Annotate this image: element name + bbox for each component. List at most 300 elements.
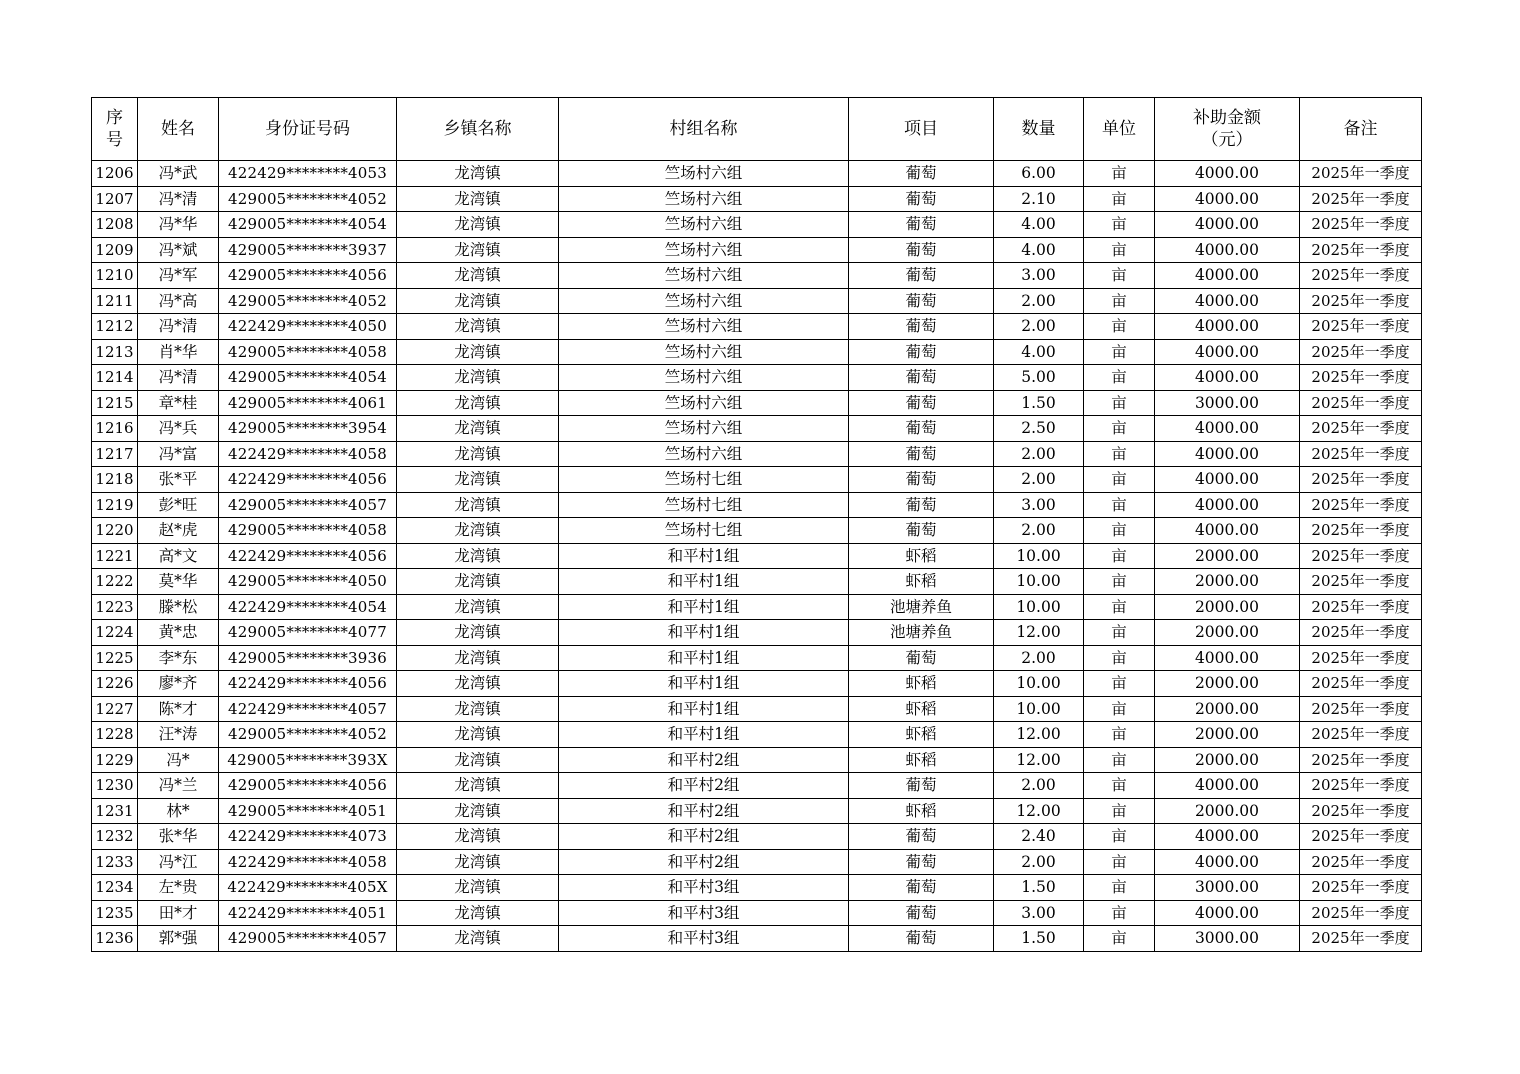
cell-seq: 1211	[92, 288, 138, 314]
cell-id-number: 422429********4054	[219, 594, 397, 620]
cell-unit: 亩	[1084, 900, 1155, 926]
cell-project: 葡萄	[849, 161, 994, 187]
cell-name: 李*东	[138, 645, 219, 671]
cell-amount: 4000.00	[1155, 416, 1300, 442]
cell-village-group: 竺场村六组	[559, 416, 849, 442]
cell-village-group: 竺场村六组	[559, 186, 849, 212]
cell-name: 张*平	[138, 467, 219, 493]
cell-amount: 3000.00	[1155, 390, 1300, 416]
cell-remark: 2025年一季度	[1300, 798, 1422, 824]
cell-remark: 2025年一季度	[1300, 900, 1422, 926]
cell-quantity: 10.00	[994, 569, 1084, 595]
cell-seq: 1208	[92, 212, 138, 238]
cell-name: 高*文	[138, 543, 219, 569]
cell-quantity: 2.00	[994, 467, 1084, 493]
cell-quantity: 12.00	[994, 722, 1084, 748]
table-row	[92, 416, 1422, 442]
cell-id-number: 422429********4058	[219, 441, 397, 467]
cell-project: 葡萄	[849, 365, 994, 391]
table-row	[92, 747, 1422, 773]
cell-remark: 2025年一季度	[1300, 212, 1422, 238]
cell-id-number: 429005********4061	[219, 390, 397, 416]
table-row	[92, 161, 1422, 187]
table-row	[92, 365, 1422, 391]
cell-id-number: 429005********4057	[219, 492, 397, 518]
cell-unit: 亩	[1084, 773, 1155, 799]
cell-village-group: 和平村3组	[559, 875, 849, 901]
table-row	[92, 875, 1422, 901]
cell-village-group: 竺场村六组	[559, 339, 849, 365]
cell-amount: 2000.00	[1155, 569, 1300, 595]
cell-remark: 2025年一季度	[1300, 875, 1422, 901]
table-row	[92, 620, 1422, 646]
cell-id-number: 422429********4051	[219, 900, 397, 926]
header-remark: 备注	[1300, 98, 1422, 161]
cell-village-group: 竺场村六组	[559, 365, 849, 391]
table-row	[92, 594, 1422, 620]
cell-village-group: 和平村3组	[559, 926, 849, 952]
cell-name: 冯*	[138, 747, 219, 773]
cell-unit: 亩	[1084, 671, 1155, 697]
cell-quantity: 3.00	[994, 900, 1084, 926]
cell-name: 冯*清	[138, 186, 219, 212]
cell-project: 葡萄	[849, 645, 994, 671]
table-body	[92, 161, 1422, 952]
cell-project: 葡萄	[849, 518, 994, 544]
cell-quantity: 10.00	[994, 696, 1084, 722]
table-row	[92, 288, 1422, 314]
cell-town: 龙湾镇	[397, 900, 559, 926]
cell-amount: 4000.00	[1155, 288, 1300, 314]
cell-town: 龙湾镇	[397, 747, 559, 773]
cell-unit: 亩	[1084, 594, 1155, 620]
cell-quantity: 6.00	[994, 161, 1084, 187]
cell-seq: 1216	[92, 416, 138, 442]
subsidy-table-sheet	[91, 97, 1421, 952]
table-row	[92, 543, 1422, 569]
header-town: 乡镇名称	[397, 98, 559, 161]
cell-unit: 亩	[1084, 467, 1155, 493]
cell-unit: 亩	[1084, 824, 1155, 850]
cell-quantity: 2.00	[994, 518, 1084, 544]
cell-project: 葡萄	[849, 824, 994, 850]
cell-amount: 2000.00	[1155, 594, 1300, 620]
cell-seq: 1224	[92, 620, 138, 646]
cell-amount: 4000.00	[1155, 365, 1300, 391]
cell-town: 龙湾镇	[397, 645, 559, 671]
cell-town: 龙湾镇	[397, 926, 559, 952]
table-row	[92, 671, 1422, 697]
cell-id-number: 422429********4073	[219, 824, 397, 850]
cell-amount: 2000.00	[1155, 671, 1300, 697]
cell-name: 冯*江	[138, 849, 219, 875]
cell-seq: 1212	[92, 314, 138, 340]
cell-remark: 2025年一季度	[1300, 518, 1422, 544]
cell-remark: 2025年一季度	[1300, 263, 1422, 289]
table-row	[92, 441, 1422, 467]
cell-name: 冯*富	[138, 441, 219, 467]
cell-seq: 1206	[92, 161, 138, 187]
cell-quantity: 2.40	[994, 824, 1084, 850]
cell-project: 葡萄	[849, 186, 994, 212]
cell-seq: 1226	[92, 671, 138, 697]
cell-village-group: 竺场村六组	[559, 212, 849, 238]
cell-project: 葡萄	[849, 467, 994, 493]
cell-unit: 亩	[1084, 798, 1155, 824]
cell-town: 龙湾镇	[397, 416, 559, 442]
cell-village-group: 竺场村六组	[559, 314, 849, 340]
cell-name: 陈*才	[138, 696, 219, 722]
cell-town: 龙湾镇	[397, 798, 559, 824]
cell-town: 龙湾镇	[397, 849, 559, 875]
cell-name: 田*才	[138, 900, 219, 926]
cell-quantity: 3.00	[994, 492, 1084, 518]
header-seq-line1: 序	[106, 108, 123, 128]
cell-project: 葡萄	[849, 237, 994, 263]
cell-amount: 2000.00	[1155, 722, 1300, 748]
cell-amount: 2000.00	[1155, 620, 1300, 646]
cell-remark: 2025年一季度	[1300, 722, 1422, 748]
cell-unit: 亩	[1084, 441, 1155, 467]
cell-project: 虾稻	[849, 696, 994, 722]
cell-village-group: 竺场村六组	[559, 390, 849, 416]
cell-town: 龙湾镇	[397, 722, 559, 748]
cell-unit: 亩	[1084, 288, 1155, 314]
cell-project: 葡萄	[849, 212, 994, 238]
cell-remark: 2025年一季度	[1300, 441, 1422, 467]
cell-seq: 1235	[92, 900, 138, 926]
cell-id-number: 429005********4052	[219, 288, 397, 314]
cell-id-number: 429005********3936	[219, 645, 397, 671]
cell-id-number: 429005********4056	[219, 773, 397, 799]
cell-project: 葡萄	[849, 926, 994, 952]
cell-amount: 4000.00	[1155, 849, 1300, 875]
cell-unit: 亩	[1084, 722, 1155, 748]
header-village-group: 村组名称	[559, 98, 849, 161]
cell-name: 彭*旺	[138, 492, 219, 518]
cell-remark: 2025年一季度	[1300, 237, 1422, 263]
cell-unit: 亩	[1084, 747, 1155, 773]
cell-quantity: 3.00	[994, 263, 1084, 289]
cell-remark: 2025年一季度	[1300, 569, 1422, 595]
cell-name: 冯*兰	[138, 773, 219, 799]
cell-project: 葡萄	[849, 263, 994, 289]
cell-name: 冯*高	[138, 288, 219, 314]
cell-quantity: 5.00	[994, 365, 1084, 391]
cell-village-group: 和平村2组	[559, 798, 849, 824]
cell-town: 龙湾镇	[397, 365, 559, 391]
table-row	[92, 722, 1422, 748]
cell-remark: 2025年一季度	[1300, 339, 1422, 365]
cell-amount: 4000.00	[1155, 824, 1300, 850]
cell-remark: 2025年一季度	[1300, 620, 1422, 646]
cell-village-group: 竺场村六组	[559, 441, 849, 467]
cell-unit: 亩	[1084, 339, 1155, 365]
cell-remark: 2025年一季度	[1300, 824, 1422, 850]
cell-seq: 1220	[92, 518, 138, 544]
cell-remark: 2025年一季度	[1300, 747, 1422, 773]
cell-project: 葡萄	[849, 416, 994, 442]
cell-id-number: 422429********4056	[219, 467, 397, 493]
cell-amount: 4000.00	[1155, 314, 1300, 340]
cell-amount: 4000.00	[1155, 237, 1300, 263]
cell-name: 林*	[138, 798, 219, 824]
table-row	[92, 926, 1422, 952]
header-row	[92, 98, 1422, 161]
cell-quantity: 4.00	[994, 339, 1084, 365]
cell-id-number: 422429********4056	[219, 543, 397, 569]
cell-amount: 4000.00	[1155, 900, 1300, 926]
header-unit: 单位	[1084, 98, 1155, 161]
cell-seq: 1229	[92, 747, 138, 773]
header-quantity: 数量	[994, 98, 1084, 161]
cell-unit: 亩	[1084, 212, 1155, 238]
cell-unit: 亩	[1084, 416, 1155, 442]
table-row	[92, 824, 1422, 850]
cell-town: 龙湾镇	[397, 518, 559, 544]
cell-remark: 2025年一季度	[1300, 773, 1422, 799]
cell-project: 葡萄	[849, 288, 994, 314]
cell-remark: 2025年一季度	[1300, 161, 1422, 187]
header-name: 姓名	[138, 98, 219, 161]
table-row	[92, 339, 1422, 365]
cell-quantity: 2.00	[994, 441, 1084, 467]
cell-quantity: 2.00	[994, 314, 1084, 340]
cell-remark: 2025年一季度	[1300, 645, 1422, 671]
cell-village-group: 和平村1组	[559, 543, 849, 569]
cell-remark: 2025年一季度	[1300, 314, 1422, 340]
cell-unit: 亩	[1084, 390, 1155, 416]
cell-unit: 亩	[1084, 645, 1155, 671]
cell-project: 葡萄	[849, 390, 994, 416]
subsidy-table	[91, 97, 1422, 952]
cell-unit: 亩	[1084, 696, 1155, 722]
cell-seq: 1221	[92, 543, 138, 569]
table-row	[92, 263, 1422, 289]
cell-unit: 亩	[1084, 365, 1155, 391]
cell-town: 龙湾镇	[397, 161, 559, 187]
table-row	[92, 237, 1422, 263]
cell-quantity: 10.00	[994, 594, 1084, 620]
cell-project: 葡萄	[849, 875, 994, 901]
cell-name: 黄*忠	[138, 620, 219, 646]
cell-id-number: 429005********3954	[219, 416, 397, 442]
cell-unit: 亩	[1084, 569, 1155, 595]
cell-unit: 亩	[1084, 849, 1155, 875]
cell-seq: 1234	[92, 875, 138, 901]
cell-town: 龙湾镇	[397, 671, 559, 697]
cell-quantity: 4.00	[994, 212, 1084, 238]
cell-amount: 2000.00	[1155, 696, 1300, 722]
cell-unit: 亩	[1084, 314, 1155, 340]
cell-quantity: 10.00	[994, 671, 1084, 697]
cell-seq: 1207	[92, 186, 138, 212]
cell-remark: 2025年一季度	[1300, 696, 1422, 722]
cell-project: 虾稻	[849, 543, 994, 569]
cell-id-number: 422429********4056	[219, 671, 397, 697]
cell-project: 葡萄	[849, 441, 994, 467]
cell-remark: 2025年一季度	[1300, 186, 1422, 212]
cell-unit: 亩	[1084, 161, 1155, 187]
table-row	[92, 314, 1422, 340]
cell-amount: 4000.00	[1155, 467, 1300, 493]
cell-amount: 4000.00	[1155, 339, 1300, 365]
cell-project: 虾稻	[849, 747, 994, 773]
cell-quantity: 12.00	[994, 747, 1084, 773]
cell-seq: 1217	[92, 441, 138, 467]
cell-village-group: 和平村2组	[559, 824, 849, 850]
cell-quantity: 2.10	[994, 186, 1084, 212]
cell-town: 龙湾镇	[397, 314, 559, 340]
cell-name: 赵*虎	[138, 518, 219, 544]
cell-amount: 4000.00	[1155, 773, 1300, 799]
cell-village-group: 和平村1组	[559, 645, 849, 671]
cell-quantity: 1.50	[994, 390, 1084, 416]
cell-seq: 1210	[92, 263, 138, 289]
cell-name: 冯*斌	[138, 237, 219, 263]
table-row	[92, 212, 1422, 238]
table-row	[92, 569, 1422, 595]
cell-town: 龙湾镇	[397, 237, 559, 263]
cell-id-number: 422429********4058	[219, 849, 397, 875]
cell-seq: 1236	[92, 926, 138, 952]
cell-town: 龙湾镇	[397, 467, 559, 493]
cell-project: 葡萄	[849, 900, 994, 926]
cell-id-number: 422429********405X	[219, 875, 397, 901]
table-row	[92, 518, 1422, 544]
cell-project: 虾稻	[849, 569, 994, 595]
cell-id-number: 422429********4050	[219, 314, 397, 340]
header-id-number: 身份证号码	[219, 98, 397, 161]
cell-village-group: 和平村2组	[559, 773, 849, 799]
cell-project: 葡萄	[849, 849, 994, 875]
cell-name: 冯*清	[138, 365, 219, 391]
cell-town: 龙湾镇	[397, 212, 559, 238]
cell-quantity: 2.00	[994, 288, 1084, 314]
cell-unit: 亩	[1084, 620, 1155, 646]
cell-town: 龙湾镇	[397, 390, 559, 416]
cell-amount: 4000.00	[1155, 161, 1300, 187]
cell-town: 龙湾镇	[397, 824, 559, 850]
cell-quantity: 1.50	[994, 875, 1084, 901]
cell-village-group: 竺场村六组	[559, 288, 849, 314]
cell-amount: 4000.00	[1155, 518, 1300, 544]
cell-unit: 亩	[1084, 926, 1155, 952]
cell-amount: 4000.00	[1155, 263, 1300, 289]
cell-unit: 亩	[1084, 875, 1155, 901]
cell-project: 池塘养鱼	[849, 620, 994, 646]
cell-amount: 4000.00	[1155, 186, 1300, 212]
table-row	[92, 467, 1422, 493]
cell-amount: 2000.00	[1155, 747, 1300, 773]
cell-remark: 2025年一季度	[1300, 390, 1422, 416]
cell-village-group: 竺场村七组	[559, 518, 849, 544]
cell-town: 龙湾镇	[397, 875, 559, 901]
cell-village-group: 和平村1组	[559, 696, 849, 722]
cell-quantity: 2.00	[994, 773, 1084, 799]
cell-project: 葡萄	[849, 492, 994, 518]
cell-town: 龙湾镇	[397, 696, 559, 722]
cell-remark: 2025年一季度	[1300, 926, 1422, 952]
cell-project: 虾稻	[849, 798, 994, 824]
cell-id-number: 429005********4077	[219, 620, 397, 646]
cell-name: 章*桂	[138, 390, 219, 416]
cell-unit: 亩	[1084, 186, 1155, 212]
cell-seq: 1232	[92, 824, 138, 850]
cell-amount: 2000.00	[1155, 543, 1300, 569]
cell-quantity: 12.00	[994, 798, 1084, 824]
cell-id-number: 422429********4053	[219, 161, 397, 187]
cell-unit: 亩	[1084, 263, 1155, 289]
cell-seq: 1213	[92, 339, 138, 365]
cell-town: 龙湾镇	[397, 594, 559, 620]
table-row	[92, 186, 1422, 212]
table-row	[92, 492, 1422, 518]
cell-seq: 1209	[92, 237, 138, 263]
cell-amount: 4000.00	[1155, 645, 1300, 671]
cell-town: 龙湾镇	[397, 620, 559, 646]
cell-town: 龙湾镇	[397, 263, 559, 289]
table-row	[92, 390, 1422, 416]
cell-amount: 3000.00	[1155, 875, 1300, 901]
cell-seq: 1228	[92, 722, 138, 748]
cell-town: 龙湾镇	[397, 569, 559, 595]
cell-unit: 亩	[1084, 492, 1155, 518]
cell-id-number: 429005********4058	[219, 518, 397, 544]
cell-unit: 亩	[1084, 518, 1155, 544]
cell-id-number: 429005********4051	[219, 798, 397, 824]
table-header	[92, 98, 1422, 161]
cell-remark: 2025年一季度	[1300, 849, 1422, 875]
table-row	[92, 849, 1422, 875]
cell-town: 龙湾镇	[397, 441, 559, 467]
cell-remark: 2025年一季度	[1300, 288, 1422, 314]
cell-id-number: 429005********4052	[219, 722, 397, 748]
cell-village-group: 和平村1组	[559, 594, 849, 620]
cell-seq: 1218	[92, 467, 138, 493]
cell-seq: 1215	[92, 390, 138, 416]
header-seq-line2: 号	[106, 130, 123, 150]
cell-village-group: 竺场村六组	[559, 237, 849, 263]
cell-amount: 2000.00	[1155, 798, 1300, 824]
cell-quantity: 2.00	[994, 849, 1084, 875]
cell-project: 虾稻	[849, 722, 994, 748]
cell-id-number: 429005********4052	[219, 186, 397, 212]
cell-seq: 1231	[92, 798, 138, 824]
cell-id-number: 429005********4050	[219, 569, 397, 595]
table-row	[92, 645, 1422, 671]
cell-id-number: 429005********3937	[219, 237, 397, 263]
cell-village-group: 竺场村七组	[559, 492, 849, 518]
cell-unit: 亩	[1084, 237, 1155, 263]
cell-village-group: 和平村1组	[559, 722, 849, 748]
cell-town: 龙湾镇	[397, 543, 559, 569]
cell-town: 龙湾镇	[397, 288, 559, 314]
cell-project: 葡萄	[849, 773, 994, 799]
table-row	[92, 900, 1422, 926]
cell-seq: 1227	[92, 696, 138, 722]
header-amount	[1155, 98, 1300, 161]
cell-name: 冯*武	[138, 161, 219, 187]
cell-quantity: 12.00	[994, 620, 1084, 646]
cell-seq: 1219	[92, 492, 138, 518]
cell-name: 冯*军	[138, 263, 219, 289]
header-amount-line1: 补助金额	[1193, 108, 1261, 128]
cell-id-number: 422429********4057	[219, 696, 397, 722]
cell-name: 廖*齐	[138, 671, 219, 697]
cell-quantity: 2.00	[994, 645, 1084, 671]
cell-village-group: 竺场村六组	[559, 263, 849, 289]
